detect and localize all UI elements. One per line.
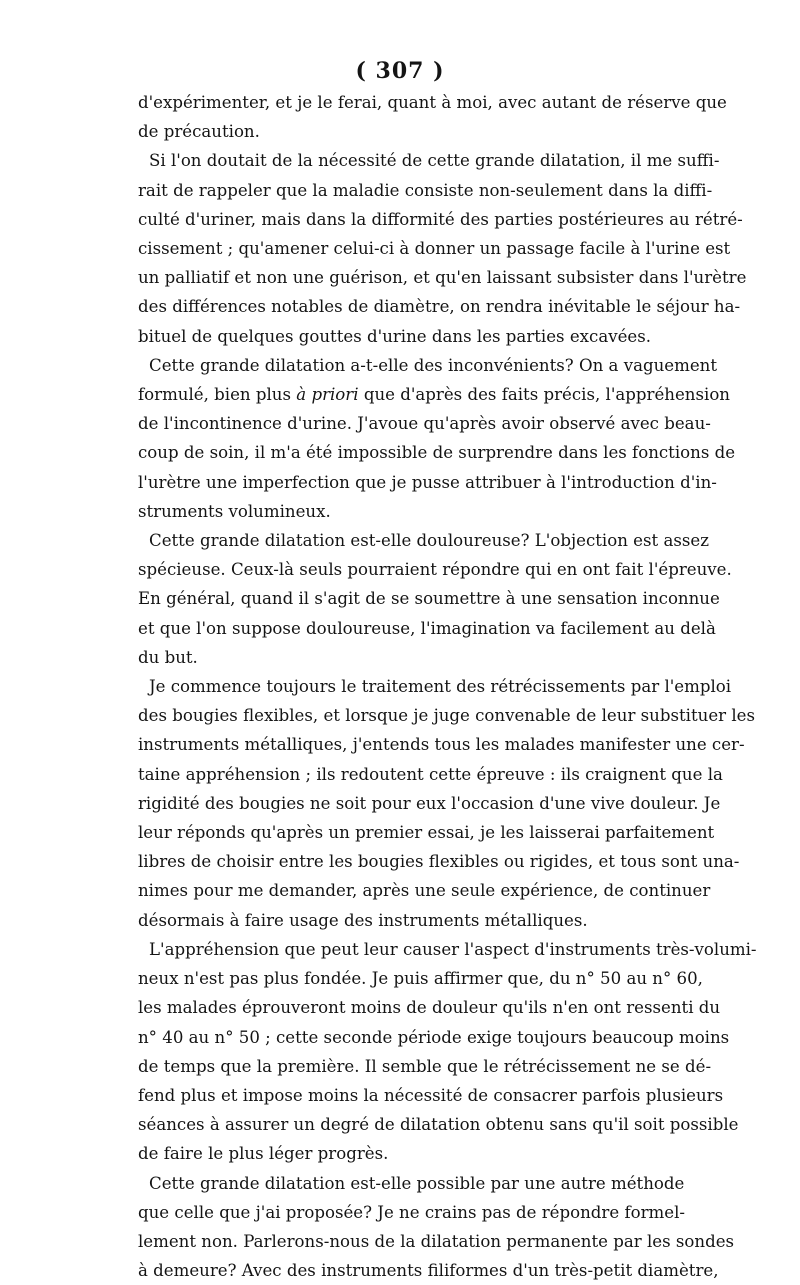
paragraph — [138, 88, 727, 146]
paragraph — [138, 672, 755, 935]
italic-phrase: à priori — [296, 385, 359, 405]
text-line: d'expérimenter, et je le ferai, quant à moi, avec autant de réserve que — [138, 93, 727, 112]
body-text — [138, 88, 757, 1285]
text-line: de faire le plus léger progrès. — [138, 1144, 389, 1164]
text-line: de l'incontinence d'urine. J'avoue qu'après avoir observé avec beau- — [138, 414, 711, 434]
text-line: Cette grande dilatation a-t-elle des inconvénients? On a vaguement — [149, 355, 718, 375]
page-number: ( 307 ) — [355, 58, 445, 84]
text-line: culté d'uriner, mais dans la difformité des parties postérieures au rétré- — [138, 209, 743, 229]
text-line: taine appréhension ; ils redoutent cette épreuve : ils craignent que la — [138, 764, 723, 784]
text-line: désormais à faire usage des instruments métalliques. — [138, 910, 588, 930]
text-line: nimes pour me demander, après une seule expérience, de continuer — [138, 881, 711, 901]
paragraph — [138, 935, 757, 1169]
text-line: Si l'on doutait de la nécessité de cette grande dilatation, il me suffi- — [149, 151, 720, 171]
text-line: cissement ; qu'amener celui-ci à donner un passage facile à l'urine est — [138, 239, 731, 259]
text-line: struments volumineux. — [138, 501, 331, 521]
text-line: et que l'on suppose douloureuse, l'imagination va facilement au delà — [138, 618, 716, 638]
paragraph — [138, 146, 747, 350]
text-line: à demeure? Avec des instruments filiformes d'un très-petit diamètre, — [138, 1261, 719, 1281]
text-line: L'appréhension que peut leur causer l'aspect d'instruments très-volumi- — [149, 939, 757, 959]
paragraph — [138, 351, 736, 526]
text-line: coup de soin, il m'a été impossible de surprendre dans les fonctions de — [138, 443, 736, 463]
text-line: un palliatif et non une guérison, et qu'en laissant subsister dans l'urètre — [138, 268, 747, 288]
text-line: rait de rappeler que la maladie consiste non-seulement dans la diffi- — [138, 180, 713, 200]
text-line: libres de choisir entre les bougies flexibles ou rigides, et tous sont una- — [138, 852, 740, 872]
text-line: formulé, bien plus à priori que d'après des faits précis, l'appréhension — [138, 385, 730, 405]
text-line: n° 40 au n° 50 ; cette seconde période exige toujours beaucoup moins — [138, 1027, 730, 1047]
text-line: Cette grande dilatation est-elle douloureuse? L'objection est assez — [149, 531, 709, 551]
text-line: fend plus et impose moins la nécessité de consacrer parfois plusieurs — [138, 1085, 724, 1105]
text-line: Cette grande dilatation est-elle possible par une autre méthode — [149, 1173, 685, 1193]
text-line: spécieuse. Ceux-là seuls pourraient répondre qui en ont fait l'épreuve. — [138, 560, 732, 580]
text-line: bituel de quelques gouttes d'urine dans les parties excavées. — [138, 326, 652, 346]
text-line: des différences notables de diamètre, on rendra inévitable le séjour ha- — [138, 297, 741, 317]
text-line: lement non. Parlerons-nous de la dilatation permanente par les sondes — [138, 1231, 735, 1251]
text-line: de précaution. — [138, 122, 260, 142]
text-line: instruments métalliques, j'entends tous les malades manifester une cer- — [138, 735, 745, 755]
text-line: neux n'est pas plus fondée. Je puis affirmer que, du n° 50 au n° 60, — [138, 969, 703, 989]
text-line: leur réponds qu'après un premier essai, je les laisserai parfaitement — [138, 823, 715, 843]
text-line: l'urètre une imperfection que je pusse attribuer à l'introduction d'in- — [138, 472, 717, 492]
text-line: les malades éprouveront moins de douleur qu'ils n'en ont ressenti du — [138, 998, 721, 1018]
text-line: que celle que j'ai proposée? Je ne crains pas de répondre formel- — [138, 1202, 685, 1222]
text-line: des bougies flexibles, et lorsque je juge convenable de leur substituer les — [138, 706, 755, 726]
text-line: du but. — [138, 647, 198, 667]
text-line: Je commence toujours le traitement des rétrécissements par l'emploi — [149, 677, 732, 697]
text-line: de temps que la première. Il semble que le rétrécissement ne se dé- — [138, 1056, 712, 1076]
paragraph — [138, 1169, 735, 1285]
text-line: rigidité des bougies ne soit pour eux l'occasion d'une vive douleur. Je — [138, 793, 721, 813]
text-line: En général, quand il s'agit de se soumettre à une sensation inconnue — [138, 589, 720, 609]
paragraph — [138, 526, 732, 672]
text-line: séances à assurer un degré de dilatation obtenu sans qu'il soit possible — [138, 1115, 739, 1135]
